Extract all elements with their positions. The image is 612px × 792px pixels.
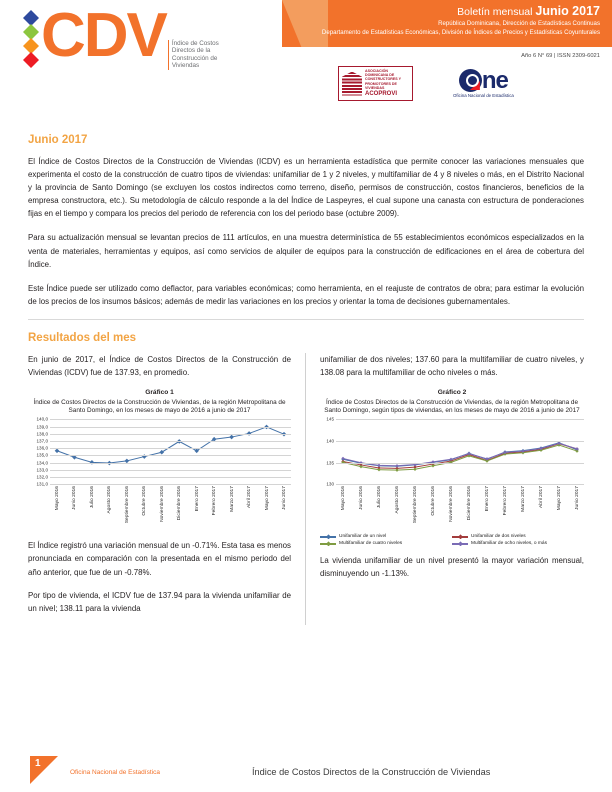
x-axis-tick-label: Octubre 2016	[142, 486, 148, 516]
y-axis-tick-label: 135,0	[36, 452, 48, 458]
house-icon	[342, 72, 362, 96]
x-axis-tick-label: Diciembre 2016	[177, 486, 183, 521]
grafico2-series-svg	[336, 419, 584, 484]
x-axis-tick-label: Abril 2017	[539, 486, 544, 509]
gridline	[50, 434, 291, 435]
intro-paragraph-3: Este Índice puede ser utilizado como deflactor, para variables económicas; como herramienta, en el reajuste de contratos de obra; para estimar la evolución de los precios de los insumos básicos; además de medir las variaciones en los precios y orientar la toma de decisiones gubernamentales.	[28, 283, 584, 306]
x-axis-tick-label: Mayo 2017	[557, 486, 562, 511]
icdv-logo-subtitle: Índice de Costos Directos de la Construcción de Viviendas	[168, 40, 232, 70]
one-caption: Oficina Nacional de Estadística	[453, 93, 514, 98]
gridline	[50, 419, 291, 420]
x-axis-tick-label: Mayo 2016	[55, 486, 60, 511]
one-logo	[453, 69, 514, 98]
one-wordmark: ne	[481, 67, 508, 94]
y-axis-tick-label: 145	[326, 416, 334, 422]
x-axis-tick-label: Mayo 2017	[264, 486, 270, 511]
x-axis-tick-label: Agosto 2016	[395, 486, 400, 514]
intro-section	[0, 122, 612, 625]
legend-label: Multifamiliar de cuatro niveles	[339, 541, 403, 547]
grafico2-caption	[320, 389, 584, 415]
x-axis-tick-label: Febrero 2017	[212, 486, 218, 516]
y-axis-tick-label: 132,0	[36, 474, 48, 480]
grafico1-label: Gráfico 1	[145, 389, 174, 397]
y-axis-tick-label: 134,0	[36, 460, 48, 466]
gridline	[50, 448, 291, 449]
y-axis-tick-label: 140	[326, 438, 334, 444]
results-heading: Resultados del mes	[28, 331, 137, 344]
page-header	[0, 0, 612, 122]
y-axis-tick-label: 139,0	[36, 424, 48, 430]
legend-item[interactable]	[452, 534, 584, 539]
y-axis-tick-label: 135	[326, 460, 334, 466]
icdv-logo	[22, 1, 232, 70]
x-axis-tick-label: Septiembre 2016	[124, 486, 130, 524]
gridline	[50, 455, 291, 456]
x-axis-tick-label: Enero 2017	[194, 486, 200, 512]
icdv-diamond-dots-icon	[22, 10, 40, 70]
gridline	[336, 419, 584, 420]
org-line-2: Departamento de Estadísticas Económicas, División de Índices de Precios y Estadísticas Coyunturales	[321, 29, 600, 36]
x-axis-tick-label: Febrero 2017	[503, 486, 508, 516]
page-number: 1	[35, 758, 41, 769]
gridline	[50, 477, 291, 478]
one-circle-icon	[459, 69, 482, 92]
gridline	[336, 441, 584, 442]
org-line-1: República Dominicana, Dirección de Estadísticas Continuas	[438, 20, 600, 27]
grafico1-series-svg	[50, 419, 291, 484]
legend-label: Multifamiliar de ocho niveles, o más	[471, 541, 547, 547]
x-axis-tick-label: Diciembre 2016	[467, 486, 472, 521]
gridline	[50, 441, 291, 442]
grafico1-x-axis-labels	[50, 485, 291, 531]
footer-document-title: Índice de Costos Directos de la Construcción de Viviendas	[252, 767, 491, 777]
x-axis-tick-label: Noviembre 2016	[159, 486, 165, 523]
intro-paragraph-2: Para su actualización mensual se levantan precios de 111 artículos, en una muestra determinística de 55 establecimientos económicos especializados en la venta de materiales, herramientas y equipos, así como servicios de alquiler de equipos para la construcción de edificaciones en el área de cobertura del Índice.	[28, 233, 584, 269]
gridline	[50, 470, 291, 471]
partner-logos	[338, 66, 514, 101]
issn-line: Año 6 N° 69 | ISSN 2309-6021	[521, 53, 600, 59]
grafico2-label: Gráfico 2	[437, 389, 467, 397]
legend-label: Unifamiliar de un nivel	[339, 534, 387, 540]
legend-swatch-icon	[320, 543, 336, 545]
x-axis-tick-label: Julio 2016	[89, 486, 95, 509]
x-axis-tick-label: Septiembre 2016	[413, 486, 418, 524]
legend-item[interactable]	[452, 541, 584, 546]
bulletin-prefix: Boletín mensual	[457, 6, 533, 18]
icdv-wordmark: CDV	[41, 1, 166, 70]
results-left-paragraph-2: El Índice registró una variación mensual de un -0.71%. Esta tasa es menos pronunciada en comparación con la presentada en el mismo periodo del año anterior, que fue de un -0.78%.	[28, 541, 291, 577]
x-axis-tick-label: Enero 2017	[485, 486, 490, 512]
grafico1-title: Índice de Costos Directos de la Construcción de Viviendas, de la región Metropolitana de Santo Domingo, en los meses de mayo de 2016 a junio de 2017	[33, 398, 286, 414]
acoprovi-logo	[338, 66, 413, 101]
legend-label: Unifamiliar de dos niveles	[471, 534, 526, 540]
legend-swatch-icon	[452, 536, 468, 538]
legend-item[interactable]	[320, 534, 452, 539]
y-axis-tick-label: 138,0	[36, 431, 48, 437]
y-axis-tick-label: 137,0	[36, 438, 48, 444]
gridline	[336, 463, 584, 464]
y-axis-tick-label: 136,0	[36, 445, 48, 451]
legend-swatch-icon	[320, 536, 336, 538]
grafico2-x-axis-labels	[336, 485, 584, 531]
page-footer	[0, 748, 612, 792]
results-right-column	[306, 353, 584, 625]
bulletin-period: Junio 2017	[535, 4, 600, 18]
results-columns	[28, 353, 584, 625]
grafico2-container	[320, 389, 584, 546]
x-axis-tick-label: Marzo 2017	[521, 486, 526, 513]
grafico2-title: Índice de Costos Directos de la Construcción de Viviendas, de la región Metropolitana de Santo Domingo, según tipos de viviendas, en los meses de mayo de 2016 a junio de 2017	[324, 398, 580, 414]
results-left-column	[28, 353, 306, 625]
x-axis-tick-label: Junio 2016	[72, 486, 78, 511]
bulletin-title	[322, 5, 600, 18]
intro-heading: Junio 2017	[28, 134, 88, 146]
y-axis-tick-label: 131,0	[36, 481, 48, 487]
x-axis-tick-label: Junio 2017	[282, 486, 287, 511]
grafico1-plot	[36, 416, 291, 487]
x-axis-tick-label: Junio 2017	[575, 486, 580, 511]
x-axis-tick-label: Noviembre 2016	[449, 486, 454, 523]
acoprovi-brand: ACOPROVI	[365, 91, 398, 98]
x-axis-tick-label: Julio 2016	[377, 486, 382, 509]
legend-swatch-icon	[452, 543, 468, 545]
intro-paragraph-1: El Índice de Costos Directos de la Construcción de Viviendas (ICDV) es un herramienta estadística que permite conocer las variaciones mensuales que experimenta el costo de la construcción de cuatro tipos de viviendas: unifamiliar de 1 y 2 niveles, y multifamiliar de 4 y 8 niveles o más, en el Distrito Nacional y la provincia de Santo Domingo (se excluyen los costos indirectos como terreno, diseño, permisos de construcción, costos financieros, beneficios de la empresa constructora, etc.). Su metodología de cálculo responde a la del Índice de Laspeyres, el cual supone una canasta con estructura de ponderaciones fijas en el tiempo y compara los precios del periodo de referencia con los del periodo base (octubre 2009).	[28, 157, 584, 219]
acoprovi-name: ASOCIACIÓN DOMINICANA DE CONSTRUCTORES Y PROMOTORES DE VIVIENDAS	[365, 69, 401, 90]
results-left-paragraph-1: En junio de 2017, el Índice de Costos Directos de la Construcción de Viviendas (ICDV) fue de 137.93, en promedio.	[28, 354, 291, 378]
section-divider	[28, 319, 584, 320]
x-axis-tick-label: Agosto 2016	[107, 486, 113, 514]
results-right-paragraph-1: unifamiliar de dos niveles; 137.60 para la multifamiliar de cuatro niveles, y 138.08 para la multifamiliar de ocho niveles o más.	[320, 354, 584, 378]
legend-item[interactable]	[320, 541, 452, 546]
results-left-paragraph-3: Por tipo de vivienda, el ICDV fue de 137.94 para la vivienda unifamiliar de un nivel; 138.11 para la vivienda	[28, 590, 291, 613]
bulletin-banner-text	[322, 5, 600, 37]
grafico2-plot	[326, 416, 584, 487]
x-axis-tick-label: Mayo 2016	[341, 486, 346, 511]
y-axis-tick-label: 130	[326, 481, 334, 487]
x-axis-tick-label: Octubre 2016	[431, 486, 436, 516]
gridline	[50, 427, 291, 428]
y-axis-tick-label: 140,0	[36, 416, 48, 422]
x-axis-tick-label: Abril 2017	[247, 486, 253, 509]
grafico1-container	[28, 389, 291, 531]
footer-office-name: Oficina Nacional de Estadística	[70, 769, 160, 776]
grafico2-legend	[320, 534, 584, 546]
gridline	[50, 463, 291, 464]
x-axis-tick-label: Junio 2016	[359, 486, 364, 511]
x-axis-tick-label: Marzo 2017	[229, 486, 235, 513]
results-right-paragraph-2: La vivienda unifamiliar de un nivel presentó la mayor variación mensual, disminuyendo un -1.13%.	[320, 556, 584, 579]
grafico1-caption	[28, 389, 291, 415]
y-axis-tick-label: 133,0	[36, 467, 48, 473]
